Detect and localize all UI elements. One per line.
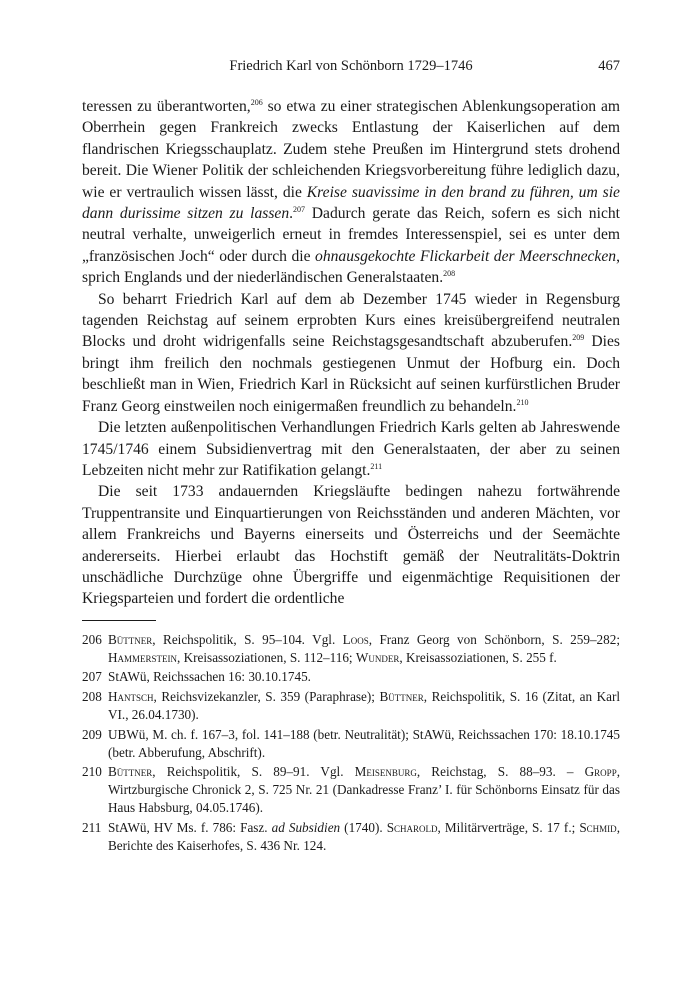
author-name: Hantsch xyxy=(108,689,154,705)
footnote xyxy=(82,819,620,855)
author-name: Schmid xyxy=(579,819,617,835)
footnote xyxy=(82,688,620,724)
text-run: StAWü, HV Ms. f. 786: Fasz. xyxy=(108,819,272,835)
footnote-text xyxy=(108,668,620,686)
text-run: , Reichstag, S. 88–93. – xyxy=(416,764,585,780)
text-run: , Wirtzburgische Chronick 2, S. 725 Nr. 21 (Dankadresse Franz’ I. für Schönborns Einsatz für das Haus Habsburg, 04.05.1746). xyxy=(108,764,620,815)
text-run: (1740). xyxy=(340,819,387,835)
footnote-number: 206 xyxy=(82,631,102,647)
footnote-rule xyxy=(82,620,156,621)
text-run: Die seit 1733 andauernden Kriegsläufte bedingen nahezu fortwährende Truppentransite und Einquartierungen von Reichsständen und anderen Mächten, vor allem Frankreichs und Bayerns einerseits und Österreichs und der Seemächte andererseits. Hierbei erlaubt das Hochstift gemäß der Neutralitäts-Doktrin unschädliche Durchzüge ohne Übergriffe und eigenmächtige Requisitionen der Kriegsparteien und fordert die ordentliche xyxy=(82,483,620,608)
footnote-ref[interactable]: 211 xyxy=(370,461,383,471)
text-run: , Reichspolitik, S. 95–104. Vgl. xyxy=(152,631,343,647)
author-name: Gropp xyxy=(584,764,617,780)
footnote-text xyxy=(108,819,620,855)
paragraph xyxy=(82,96,620,289)
italic-text: Kreise suavissime in den brand zu führen, um sie dann durissime sitzen zu lassen xyxy=(82,183,620,223)
paragraph xyxy=(82,289,620,417)
author-name: Wunder xyxy=(355,649,400,665)
text-run: , Reichsvizekanzler, S. 359 (Paraphrase); xyxy=(153,689,380,705)
text-run: , Berichte des Kaiserhofes, S. 436 Nr. 124. xyxy=(108,819,620,853)
page-number: 467 xyxy=(598,58,620,74)
text-run: Dadurch gerate das Reich, sofern es sich nicht neutral verhalte, unweigerlich erneut in fremdes Interessenspiel, sei es unter dem „französischen Joch“ oder durch die xyxy=(82,205,620,265)
footnote xyxy=(82,726,620,762)
author-name: Scharold xyxy=(386,819,438,835)
footnote xyxy=(82,668,620,686)
author-name: Büttner xyxy=(108,631,153,647)
author-name: Meisenburg xyxy=(354,764,417,780)
text-run: , Reichspolitik, S. 89–91. Vgl. xyxy=(152,764,355,780)
footnotes xyxy=(82,631,620,855)
text-run: Dies bringt ihm freilich den nochmals gestiegenen Unmut der Hofburg ein. Doch beschließt man in Wien, Friedrich Karl in Rücksicht auf seinen kurfürstlichen Bruder Franz Georg einstweilen noch einigermaßen freundlich zu behandeln. xyxy=(82,333,621,415)
italic-text: ohnausgekochte Flickarbeit der Meerschnecken xyxy=(315,247,617,265)
italic-text: ad Subsidien xyxy=(271,819,341,835)
paragraph xyxy=(82,417,620,481)
footnote-text xyxy=(108,688,620,724)
running-title: Friedrich Karl von Schönborn 1729–1746 xyxy=(229,58,473,74)
text-run: StAWü, Reichssachen 16: 30.10.1745. xyxy=(108,669,311,685)
text-run: Die letzten außenpolitischen Verhandlungen Friedrich Karls gelten ab Jahreswende 1745/1746 einem Subsidienvertrag mit den Generalstaaten, der aber zu seinen Lebzeiten nicht mehr zur Ratifikation gelangt. xyxy=(82,419,620,479)
footnote-ref[interactable]: 210 xyxy=(516,397,529,407)
text-run: , Franz Georg von Schönborn, S. 259–282; xyxy=(368,631,620,647)
body-text xyxy=(82,96,620,610)
footnote-ref[interactable]: 206 xyxy=(250,97,263,107)
footnote-number: 211 xyxy=(82,819,102,835)
text-run: , Kreisassoziationen, S. 255 f. xyxy=(399,649,557,665)
text-run: . xyxy=(289,205,294,223)
text-run: teressen zu überantworten, xyxy=(82,98,251,115)
footnote xyxy=(82,631,620,667)
footnote-number: 208 xyxy=(82,689,102,705)
author-name: Hammerstein xyxy=(108,649,178,665)
footnote-ref[interactable]: 208 xyxy=(443,269,456,279)
footnote-number: 209 xyxy=(82,726,102,742)
book-page xyxy=(82,58,620,856)
footnote-text xyxy=(108,763,620,816)
text-run: So beharrt Friedrich Karl auf dem ab Dezember 1745 wieder in Regensburg tagenden Reichstag auf seinem erprobten Kurs eines kreisübergreifend neutralen Blocks und droht widrigenfalls seine Reichstagsgesandtschaft abzuberufen. xyxy=(82,290,620,351)
footnote xyxy=(82,763,620,816)
author-name: Büttner xyxy=(108,764,153,780)
running-head xyxy=(82,58,620,82)
footnote-ref[interactable]: 207 xyxy=(293,204,306,214)
text-run: UBWü, M. ch. f. 167–3, fol. 141–188 (betr. Neutralität); StAWü, Reichssachen 170: 18.10.1745 (betr. Abberufung, Abschrift). xyxy=(108,726,620,760)
footnote-number: 210 xyxy=(82,764,102,780)
author-name: Loos xyxy=(342,631,369,647)
text-run: , Reichspolitik, S. 16 (Zitat, an Karl VI., 26.04.1730). xyxy=(108,689,620,722)
author-name: Büttner xyxy=(379,689,424,705)
footnote-number: 207 xyxy=(82,669,102,685)
footnote-text xyxy=(108,726,620,762)
paragraph xyxy=(82,481,620,609)
text-run: , sprich Englands und der niederländischen Generalstaaten. xyxy=(82,247,620,287)
footnote-ref[interactable]: 209 xyxy=(572,333,585,343)
text-run: so etwa zu einer strategischen Ablenkungsoperation am Oberrhein gegen Frankreich zwecks Entlastung der Kaiserlichen auf dem flandrischen Kriegsschauplatz. Zudem stehe Preußen im Hintergrund stets drohend bereit. Die Wiener Politik der schleichenden Kriegsvorbereitung führe lediglich dazu, wie er vertraulich wissen lässt, die xyxy=(82,98,620,201)
footnote-text xyxy=(108,631,620,667)
text-run: , Militärverträge, S. 17 f.; xyxy=(437,819,580,835)
text-run: , Kreisassoziationen, S. 112–116; xyxy=(177,649,356,665)
